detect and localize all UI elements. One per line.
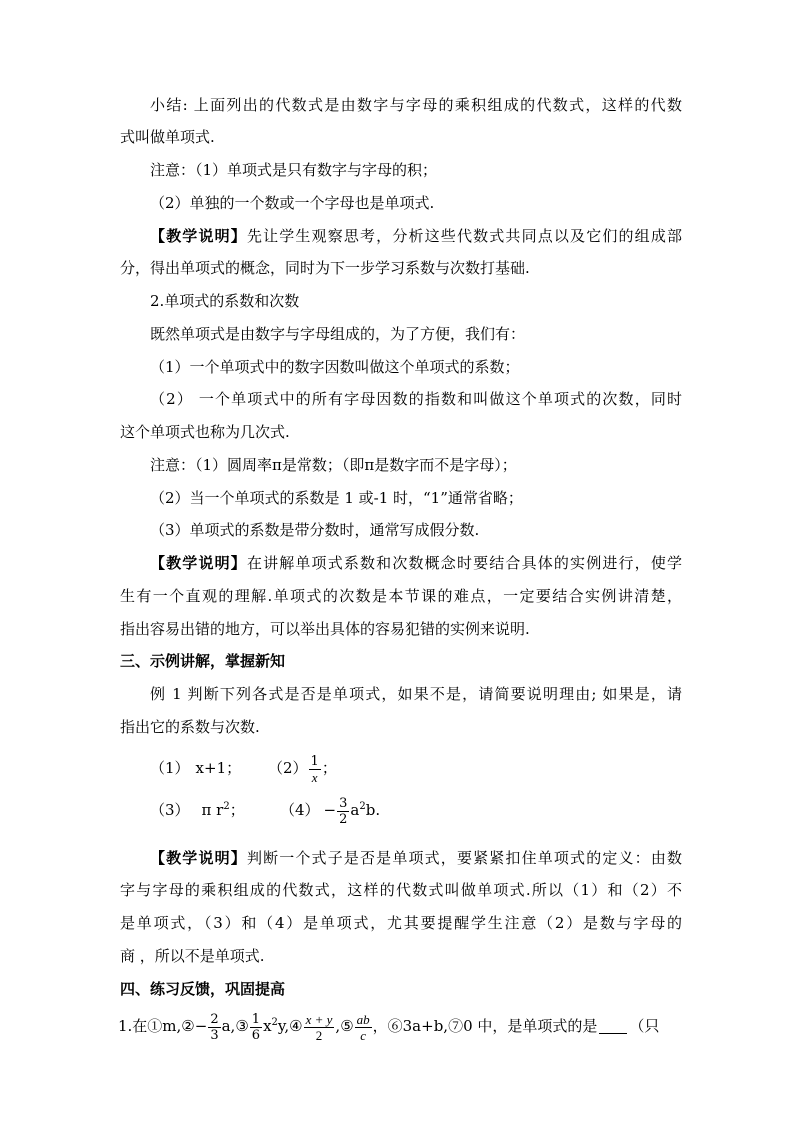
- note2-item-3: （3）单项式的系数是带分数时，通常写成假分数.: [150, 521, 480, 539]
- section3-heading: 三、示例讲解，掌握新知: [120, 652, 286, 670]
- example-1-line-2: 指出它的系数与次数.: [120, 718, 260, 736]
- fraction-2-over-3: $\frac{2}{3}$: [210, 1011, 219, 1043]
- note1-item-1: 注意：（1）单项式是只有数字与字母的积；: [150, 161, 438, 179]
- fraction-3-over-2: $\frac{3}{2}$: [339, 795, 348, 827]
- teach-note-1-line-1: 【教学说明】先让学生观察思考，分析这些代数式共同点以及它们的组成部: [150, 227, 682, 245]
- section2-def-1: （1）一个单项式中的数字因数叫做这个单项式的系数；: [150, 358, 520, 376]
- summary-line-1: 小结: 上面列出的代数式是由数字与字母的乘积组成的代数式，这样的代数: [150, 96, 682, 114]
- section2-intro: 既然单项式是由数字与字母组成的，为了方便，我们有：: [150, 325, 526, 343]
- teach-note-3-line-4: 商 ，所以不是单项式.: [120, 947, 265, 965]
- fraction-x-plus-y-over-2: $\frac{x + y}{2}$: [305, 1011, 333, 1043]
- example-item-1: （1） x+1；: [150, 759, 242, 777]
- teach-label: 【教学说明】: [150, 554, 247, 572]
- note2-item-1: 注意：（1）圆周率π是常数；（即π是数字而不是字母）；: [150, 456, 517, 474]
- teach-note-2-line-3: 指出容易出错的地方，可以举出具体的容易犯错的实例来说明.: [120, 620, 530, 638]
- teach-note-3-line-2: 字与字母的乘积组成的代数式，这样的代数式叫做单项式.所以（1）和（2）不: [120, 881, 682, 899]
- example-item-3: （3） π $r^2$；: [150, 801, 245, 819]
- answer-blank[interactable]: [599, 1017, 627, 1034]
- section4-heading: 四、练习反馈，巩固提高: [120, 980, 286, 998]
- example-1-line-1: 例 1 判断下列各式是否是单项式，如果不是，请简要说明理由; 如果是，请: [150, 685, 682, 703]
- section2-def-2-line-2: 这个单项式也称为几次式.: [120, 423, 290, 441]
- example-item-4: （4） − $\frac{3}{2}$ $a^2b$.: [280, 795, 381, 827]
- note2-item-2: （2）当一个单项式的系数是 1 或-1 时，“1”通常省略；: [150, 489, 523, 507]
- teach-note-2-line-1: 【教学说明】在讲解单项式系数和次数概念时要结合具体的实例进行，使学: [150, 554, 682, 572]
- teach-label: 【教学说明】: [150, 227, 247, 245]
- teach-note-2-line-2: 生有一个直观的理解.单项式的次数是本节课的难点，一定要结合实例讲清楚，: [120, 587, 682, 605]
- exercise-question-1: 1.在①m,②− $\frac{2}{3}$ a,③ $\frac{1}{6}$ $x^2y,④$ $\frac{x + y}{2}$ ,⑤ $\frac{ab}{c}$ ，⑥3a+b,⑦0 中，是单项式的是 （只: [118, 1011, 660, 1043]
- summary-line-2: 式叫做单项式.: [120, 128, 215, 146]
- fraction-1-over-6: $\frac{1}{6}$: [251, 1011, 261, 1043]
- teach-note-1-line-2: 分，得出单项式的概念，同时为下一步学习系数与次数打基础.: [120, 259, 530, 277]
- section2-def-2-line-1: （2） 一个单项式中的所有字母因数的指数和叫做这个单项式的次数，同时: [150, 390, 682, 408]
- fraction-1-over-x: $\frac{1}{x}$: [310, 753, 319, 785]
- note1-item-2: （2）单独的一个数或一个字母也是单项式.: [150, 194, 435, 212]
- example-item-2: （2） $\frac{1}{x}$ ；: [268, 753, 337, 785]
- teach-label: 【教学说明】: [150, 849, 247, 867]
- section2-heading: 2.单项式的系数和次数: [150, 292, 300, 310]
- teach-note-3-line-3: 是单项式，（3）和（4）是单项式，尤其要提醒学生注意（2）是数与字母的: [120, 914, 682, 932]
- fraction-ab-over-c: $\frac{ab}{c}$: [356, 1011, 370, 1043]
- teach-note-3-line-1: 【教学说明】判断一个式子是否是单项式，要紧紧扣住单项式的定义：由数: [150, 849, 682, 867]
